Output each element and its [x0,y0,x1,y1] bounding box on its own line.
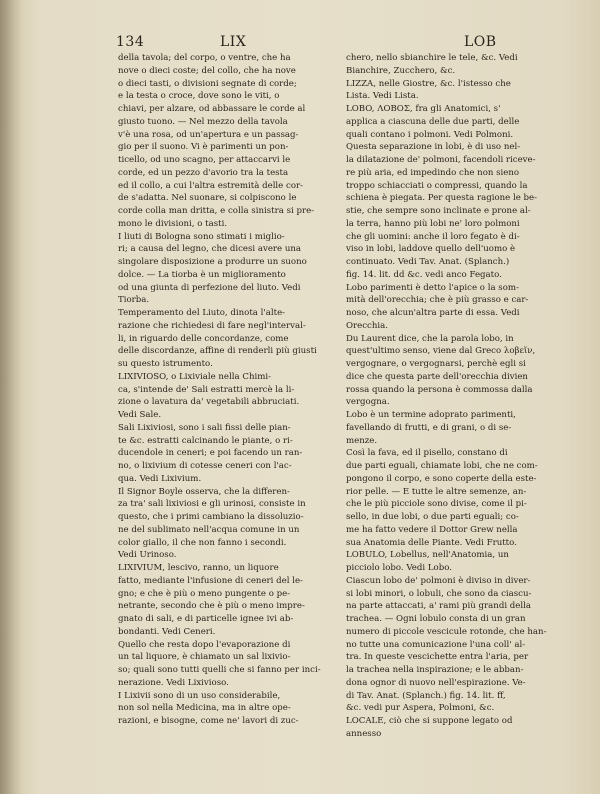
text-line: noso, che alcun'altra parte di essa. Vedi [346,308,520,318]
text-line: Temperamento del Liuto, dinota l'alte- [118,308,286,318]
text-line: na parte attaccati, a' rami più grandi della [346,601,532,612]
text-line: pongono il corpo, e sono coperte della este- [346,473,537,484]
text-line: picciolo lobo. Vedi Lobo. [346,563,452,573]
text-line: sua Anatomia delle Piante. Vedi Frutto. [346,537,517,548]
text-line: tra. In queste vescichette entra l'aria, per [346,652,529,663]
text-line: Bianchire, Zucchero, &c. [346,65,456,76]
text-line: fig. 14. lit. dd &c. vedi anco Fegato. [346,269,502,280]
text-line: razione che richiedesi di fare negl'interval- [118,320,306,331]
text-line: annesso [346,728,382,739]
text-line: questo, che i primi cambiano la dissoluzio- [118,512,304,522]
text-line: chiavi, per alzare, od abbassare le corde al [118,104,306,114]
text-line: no, o lixivium di cotesse ceneri con l'ac- [118,461,292,471]
right-text-column [346,52,560,741]
text-line: Quello che resta dopo l'evaporazione di [118,639,291,650]
text-line: vergognare, o vergognarsi, perchè egli si [346,359,526,369]
text-line: LOCALE, ciò che si suppone legato od [346,716,513,726]
text-line: trachea. — Ogni lobulo consta di un gran [346,614,526,624]
text-line: za tra' sali lixiviosi e gli urinosi, consiste in [118,499,306,510]
text-line: LIXIVIOSO, o Lixiviale nella Chimi- [118,371,272,382]
text-line: Lista. Vedi Lista. [346,91,419,102]
text-line: dona ognor di nuovo nell'espirazione. Ve- [346,677,526,688]
text-line: chero, nello sbianchire le tele, &c. Vedi [346,53,518,63]
text-line: te &c. estratti calcinando le piante, o ri- [118,435,293,446]
text-line: re più aria, ed impedindo che non sieno [346,167,520,178]
text-line: Orecchia. [346,320,389,331]
text-line: menze. [346,435,378,446]
text-line: ed il collo, a cui l'altra estremità delle cor- [118,180,304,191]
text-line: rior pelle. — E tutte le altre semenze, an- [346,486,527,497]
text-line: quali contano i polmoni. Vedi Polmoni. [346,129,514,140]
text-line: color giallo, il che non fanno i secondi. [118,537,287,548]
text-line: Du Laurent dice, che la parola lobo, in [346,333,514,344]
text-line: su questo istrumento. [118,359,213,369]
text-line: applica a ciascuna delle due parti, delle [346,116,520,127]
text-line: schiena è piegata. Per questa ragione le be- [346,193,538,204]
text-line: no tutte una comunicazione l'una coll' al- [346,639,526,650]
text-line: continuato. Vedi Tav. Anat. (Splanch.) [346,257,510,267]
text-line: si lobi minori, o lobuli, che sono da ciascu- [346,588,532,599]
text-line: Vedi Sale. [118,410,162,420]
text-line: ca, s'intende de' Sali estratti mercè la li- [118,384,295,395]
text-line: fatto, mediante l'infusione di ceneri del le- [118,575,303,586]
text-line: LIXIVIUM, lescivo, ranno, un liquore [118,563,279,573]
text-line: LIZZA, nelle Giostre, &c. l'istesso che [346,78,511,89]
text-line: v'è una rosa, od un'apertura e un passag- [118,129,299,140]
text-line: Lobo parimenti è detto l'apice o la som- [346,282,519,293]
text-line: Tiorba. [118,295,150,306]
page-number: 134 [116,34,145,50]
text-line: un tal liquore, è chiamato un sal lixivio- [118,652,291,663]
text-line: stie, che sempre sono inclinate e prone al- [346,206,531,216]
text-line: I Lixivii sono di un uso considerabile, [118,690,281,701]
text-line: gio per il suono. Vi è parimenti un pon- [118,142,289,153]
text-line: Ciascun lobo de' polmoni è diviso in diver- [346,575,531,586]
text-line: la trachea nella inspirazione; e le abban- [346,665,524,675]
text-line: li, in riguardo delle concordanze, come [118,333,289,344]
text-line: rossa quando la persona è commossa dalla [346,384,533,395]
text-line: od una giunta di perfezione del liuto. Vedi [118,282,301,293]
text-line: Il Signor Boyle osserva, che la differen- [118,486,290,497]
text-line: mità dell'orecchia; che è più grasso e car- [346,295,529,306]
text-line: nerazione. Vedi Lixivioso. [118,677,229,688]
text-line: bondanti. Vedi Ceneri. [118,626,216,637]
text-line: la dilatazione de' polmoni, facendoli riceve- [346,155,536,165]
text-line: netrante, secondo che è più o meno impre- [118,601,305,612]
text-line: e la testa o croce, dove sono le viti, o [118,91,280,102]
text-line: so; quali sono tutti quelli che si fanno per inci- [118,665,321,675]
text-line: sello, in due lobi, o due parti eguali; co- [346,512,519,522]
text-line: giusto tuono. — Nel mezzo della tavola [118,116,288,127]
text-line: dice che questa parte dell'orecchia divien [346,371,528,382]
text-line: &c. vedi pur Aspera, Polmoni, &c. [346,703,495,714]
text-line: corde colla man dritta, e colla sinistra si pre- [118,206,315,216]
running-header [116,34,562,54]
text-line: Vedi Urinoso. [118,550,177,561]
text-line: zione o lavatura da' vegetabili abbruciati. [118,397,300,408]
text-line: della tavola; del corpo, o ventre, che ha [118,53,291,63]
text-line: gnato di sali, e di particelle ignee ivi ab- [118,614,294,624]
text-line: vergogna. [346,397,390,408]
text-line: che gli uomini: anche il loro fegato è di- [346,231,520,242]
text-line: numero di piccole vescicule rotonde, che han- [346,626,547,637]
text-line: ducendole in ceneri; e poi facendo un ran- [118,448,303,459]
text-line: Sali Lixiviosi, sono i sali fissi delle pian- [118,422,291,433]
text-line: dolce. — La tiorba è un miglioramento [118,269,286,280]
text-line: la terra, hanno più lobi ne' loro polmoni [346,218,520,229]
text-line: razioni, e bisogne, come ne' lavori di zuc- [118,716,299,726]
right-column-heading: LOB [464,34,497,50]
text-line: LOBULO, Lobellus, nell'Anatomia, un [346,550,509,561]
text-line: o dieci tasti, o divisioni segnate di corde; [118,78,297,89]
text-line: mono le divisioni, o tasti. [118,218,228,229]
text-line: ticello, od uno scagno, per attaccarvi le [118,155,291,165]
text-line: qua. Vedi Lixivium. [118,473,202,484]
text-line: corde, ed un pezzo d'avorio tra la testa [118,167,289,178]
text-line: troppo schiacciati o compressi, quando la [346,180,528,191]
text-line: Questa separazione in lobi, è di uso nel- [346,142,521,153]
text-line: ne del sublimato nell'acqua comune in un [118,524,300,535]
left-text-column [118,52,334,728]
text-line: gno; e che è più o meno pungente o pe- [118,588,291,599]
left-column-heading: LIX [220,34,247,50]
text-line: Lobo è un termine adoprato parimenti, [346,410,516,420]
text-line: favellando di frutti, e di grani, o di se- [346,422,512,433]
text-line: viso in lobi, laddove quello dell'uomo è [346,244,516,255]
text-line: non sol nella Medicina, ma in altre ope- [118,703,291,714]
text-line: me ha fatto vedere il Dottor Grew nella [346,524,518,535]
text-line: I liuti di Bologna sono stimati i miglio- [118,231,285,242]
text-line: de s'adatta. Nel suonare, si colpiscono le [118,193,297,204]
binding-shadow [0,0,22,794]
text-line: nove o dieci coste; del collo, che ha nove [118,65,296,76]
text-line: Così la fava, ed il pisello, constano di [346,448,508,459]
text-line: delle discordanze, affine di renderli più giusti [118,346,317,357]
text-line: quest'ultimo senso, viene dal Greco λοβεῖν, [346,346,536,357]
text-line: singolare disposizione a produrre un suono [118,257,307,267]
text-line: due parti eguali, chiamate lobi, che ne com- [346,461,538,471]
text-line: LOBO, ΛΟΒΟΣ, fra gli Anatomici, s' [346,104,501,114]
text-line: che le più picciole sono divise, come il pi- [346,499,527,510]
text-line: di Tav. Anat. (Splanch.) fig. 14. lit. ff, [346,690,506,701]
text-line: ri; a causa del legno, che dicesi avere una [118,244,302,255]
